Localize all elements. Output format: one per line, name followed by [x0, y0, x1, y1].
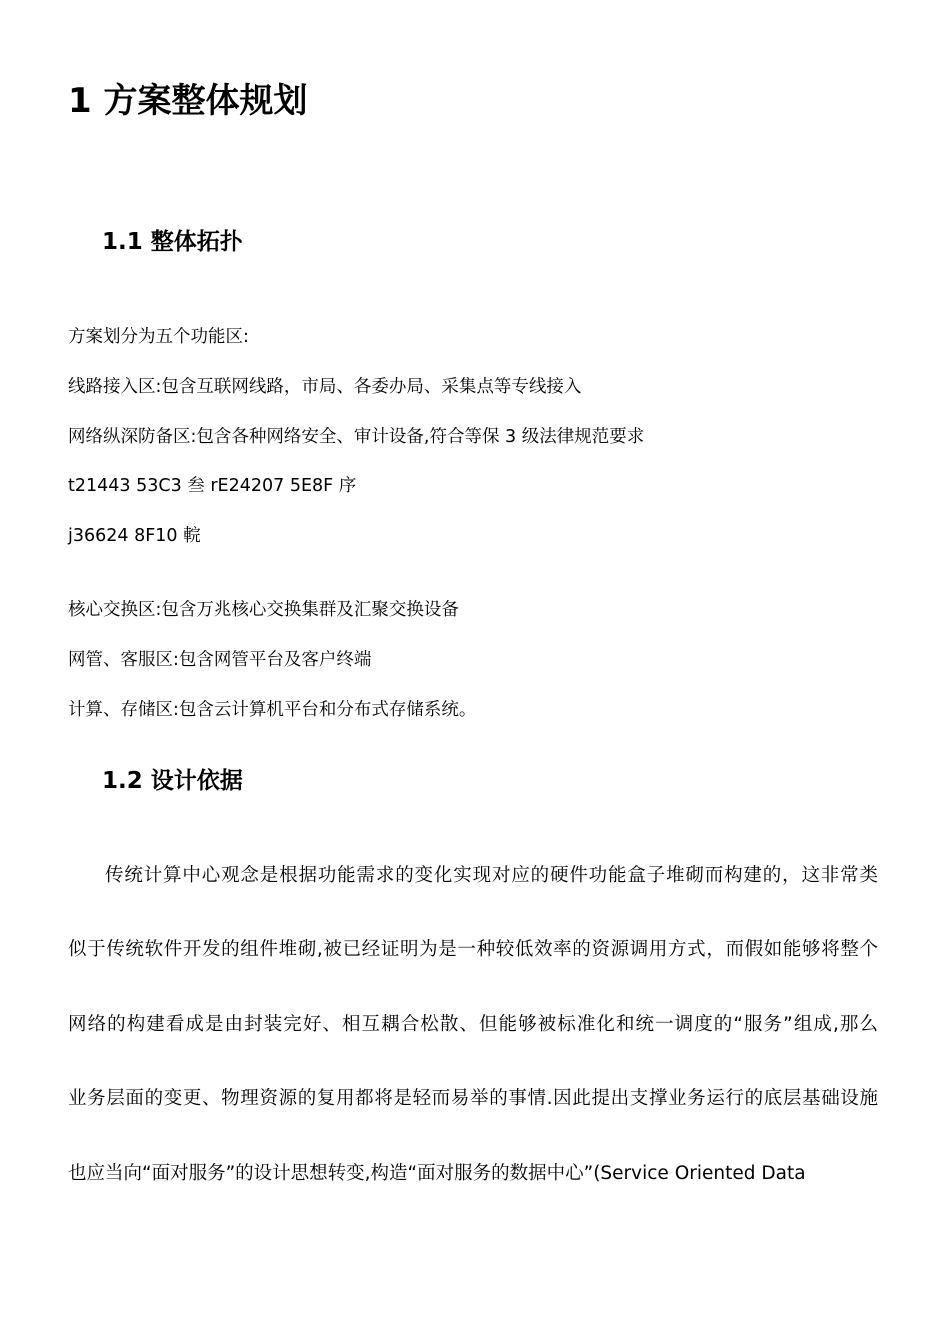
heading-1: 1 方案整体规划: [68, 81, 308, 121]
heading-1-1: 1.1 整体拓扑: [102, 229, 243, 255]
text-line: 线路接入区:包含互联网线路，市局、各委办局、采集点等专线接入: [68, 377, 582, 397]
paragraph-line: 业务层面的变更、物理资源的复用都将是轻而易举的事情.因此提出支撑业务运行的底层基础设施: [68, 1088, 878, 1109]
text-line: 网络纵深防备区:包含各种网络安全、审计设备,符合等保 3 级法律规范要求: [68, 427, 645, 447]
text-line: 网管、客服区:包含网管平台及客户终端: [68, 650, 372, 670]
text-line: t21443 53C3 叁 rE24207 5E8F 序: [68, 476, 357, 496]
paragraph-line: 也应当向“面对服务”的设计思想转变,构造“面对服务的数据中心”(Service Oriented Data: [68, 1163, 806, 1184]
text-line: 核心交换区:包含万兆核心交换集群及汇聚交换设备: [68, 600, 459, 620]
paragraph-line: 传统计算中心观念是根据功能需求的变化实现对应的硬件功能盒子堆砌而构建的，这非常类: [105, 865, 878, 886]
heading-1-2: 1.2 设计依据: [102, 768, 243, 794]
text-line: j36624 8F10 輐: [68, 526, 201, 546]
paragraph-line: 网络的构建看成是由封装完好、相互耦合松散、但能够被标准化和统一调度的“服务”组成,那么: [68, 1014, 878, 1035]
text-line: 方案划分为五个功能区:: [68, 327, 249, 347]
text-line: 计算、存储区:包含云计算机平台和分布式存储系统。: [68, 700, 477, 720]
paragraph-line: 似于传统软件开发的组件堆砌,被已经证明为是一种较低效率的资源调用方式，而假如能够将整个: [68, 939, 878, 960]
